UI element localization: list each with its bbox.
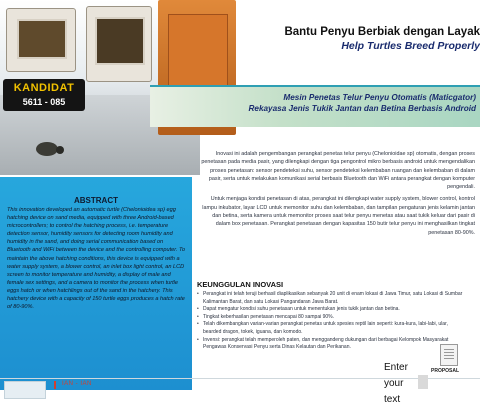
list-item: • Tingkat keberhasilan penetasan mencapai 80 sampai 90%. bbox=[197, 314, 467, 322]
candidate-label: KANDIDAT bbox=[13, 82, 75, 94]
incubator-box-white bbox=[6, 8, 76, 72]
incubator-box-grey bbox=[86, 6, 152, 82]
subtitle-line-1: Mesin Penetas Telur Penyu Otomatis (Maticgator) bbox=[283, 93, 476, 102]
description-paragraph-1: Inovasi ini adalah pengembangan perangkat penetas telur penyu (Chelonioidae sp) otomatis, dengan proses penetasan pada media pasir, yang dilengkapi dengan tiga pengontrol mikro berbasis android untuk mengendalikan proses penetasan: sensor pendeteksi suhu, sensor pendeteksi kelembaban ruangan dan kelembaban di dalam pasir, serta untuk melakukan komunikasi serial berbasis Bluetooth dan WiFi antara perangkat dengan komputer pengendali. bbox=[201, 151, 475, 191]
turtle-head-image bbox=[56, 146, 64, 154]
abstract-text: This innovation developed an automatic turtle (Chelonioidea sp) egg hatching device on sand media, equipped with three Android-based microcontrollers; to control the hatching process, i.e. temperature detection sensor, humidity sensors for detecting room humidity and humidity in the sand, and doing serial communication based on Bluetooth and WiFi between the device and the controlling computer. To maintain the above hatching conditions, this device is equipped with a water supply system, a blower control, an inlet box light control, an LCD screen to monitor temperature and humidity, a display of male and female sex settings, and a camera to monitor the process when turtle eggs hatch or when hatchlings out of the sand in the hatchery. This hatchery device with a capacity of 150 turtle eggs produces a hatch rate of 80-90%. bbox=[7, 207, 186, 311]
description-text bbox=[197, 150, 475, 241]
advantages-list bbox=[197, 291, 467, 352]
poster-title bbox=[236, 25, 480, 53]
enter-text-placeholder[interactable]: Enter your text bbox=[384, 362, 408, 403]
list-item: • Invensi: perangkat telah memperoleh paten, dan menggandeng dukungan dari berbagai Kelompok Masyarakat Pengawas Konservasi Penyu serta Dinas Kelautan dan Perikanan. bbox=[197, 337, 467, 352]
candidate-badge bbox=[3, 79, 85, 111]
title-indonesian: Bantu Penyu Berbiak dengan Layak bbox=[284, 26, 480, 38]
candidate-number: 5611 - 085 bbox=[22, 97, 66, 107]
footer-mark: IAN - IAN bbox=[62, 381, 112, 387]
list-item: • Perangkat ini telah teruji berhasil diaplikasikan sebanyak 20 unit di enam lokasi di Jawa Timur, satu Lokasi di Sumbar Kalimantan Barat, dan satu Lokasi Pangandaran Jawa Barat. bbox=[197, 291, 467, 306]
abstract-heading: ABSTRACT bbox=[74, 196, 118, 205]
list-item: • Telah dikembangkan varian-varian perangkat penetas untuk spesies reptil lain seperti: kura-kura, labi-labi, ular, bearded dragon, tokek, iguana, dan komodo. bbox=[197, 321, 467, 336]
proposal-document-icon[interactable] bbox=[440, 344, 458, 366]
description-paragraph-2: Untuk menjaga kondisi penetasan di atas, perangkat ini dilengkapi water supply system, blower control, kontrol lampu inkubator, layar LCD untuk memonitor suhu dan kelembaban, dan tampilan pengaturan jenis kelamin jantan dan betina, serta kamera untuk memonitor proses saat telur penyu menetas atau saat tukik keluar dari pasir di dalam box penetasan. Perangkat penetasan dengan kapasitas 150 butir telur penyu ini menghasilkan tingkat penetasan 80-90%. bbox=[202, 196, 475, 236]
subtitle bbox=[170, 93, 476, 114]
turtle-hatchling-image bbox=[36, 142, 58, 156]
subtitle-line-2: Rekayasa Jenis Tukik Jantan dan Betina Berbasis Android bbox=[248, 103, 476, 113]
proposal-label[interactable]: PROPOSAL bbox=[431, 368, 460, 374]
list-item: • Dapat mengatur kondisi suhu penetasan untuk menentukan jenis tukik jantan dan betina. bbox=[197, 306, 467, 314]
footer-logo bbox=[4, 381, 46, 399]
document-thumbnail-icon bbox=[418, 375, 428, 389]
advantages-heading: KEUNGGULAN INOVASI bbox=[197, 280, 284, 289]
title-english: Help Turtles Breed Properly bbox=[341, 40, 480, 52]
